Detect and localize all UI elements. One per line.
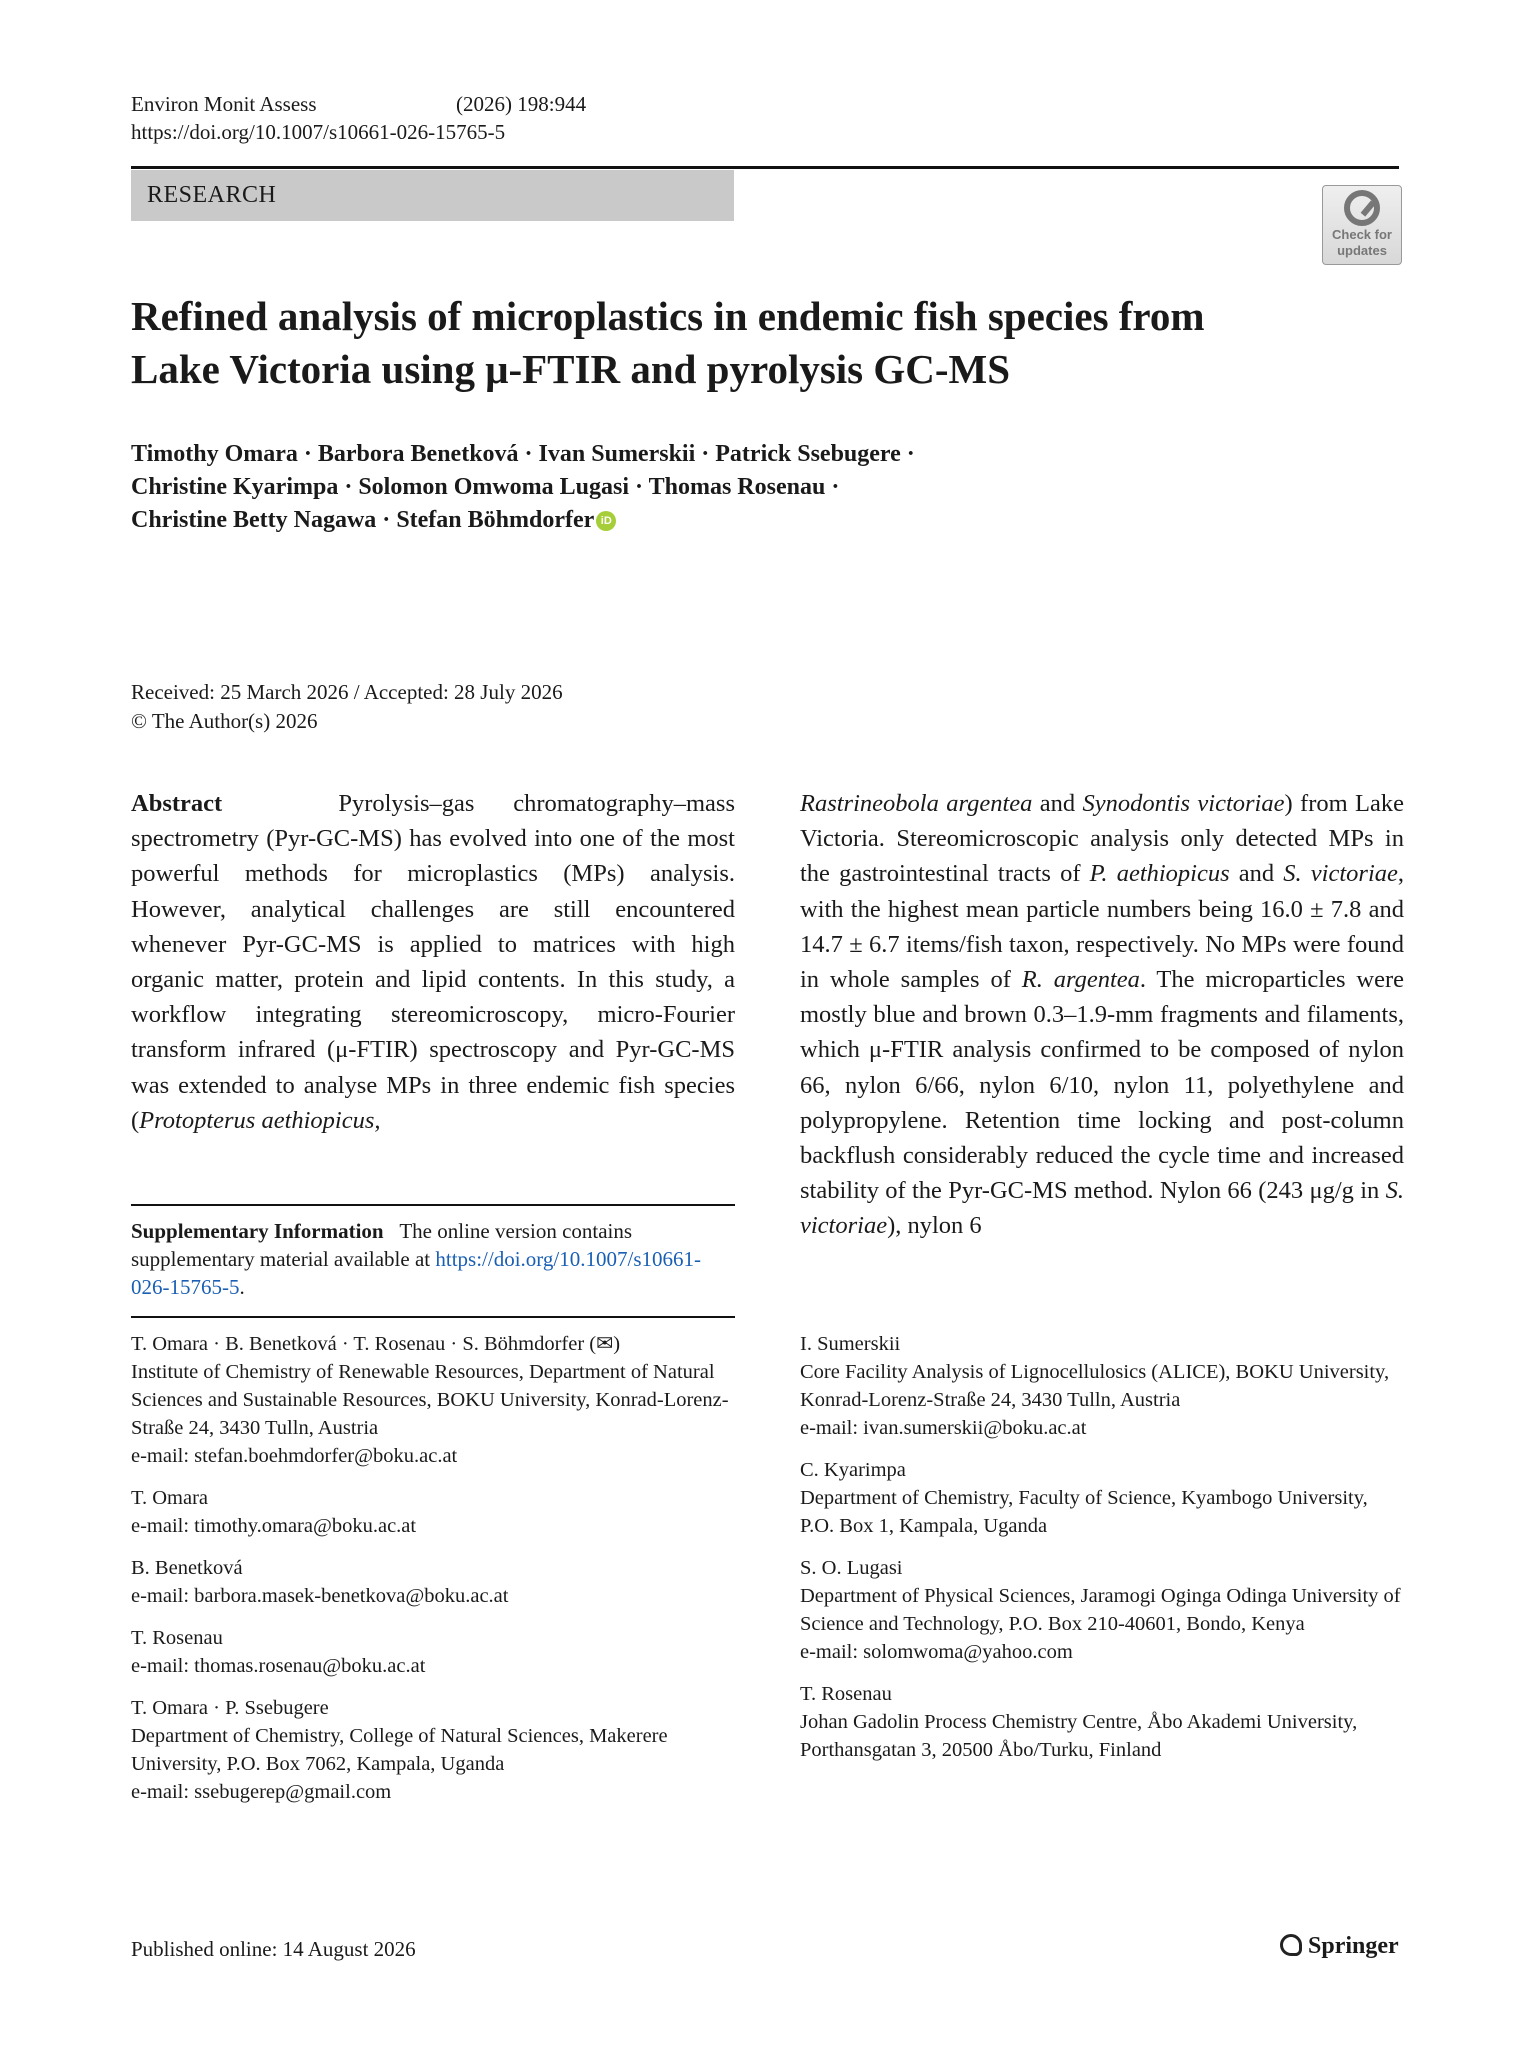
springer-horse-icon	[1280, 1934, 1302, 1956]
abstract-right-column	[800, 786, 1404, 1244]
abstract-text: ) from Lake Victoria. Stereomicroscopic analysis only detected MPs in the gastrointestinal tracts of	[800, 790, 1404, 888]
species-name: Rastrineobola argentea	[800, 790, 1033, 817]
species-name: Synodontis victoriae	[1082, 790, 1285, 817]
affiliation-block	[131, 1694, 735, 1806]
article-dates	[131, 678, 563, 736]
author-list	[131, 438, 1131, 537]
publisher-name: Springer	[1308, 1933, 1399, 1959]
supplementary-rule-bottom	[131, 1316, 735, 1318]
affiliation-email[interactable]: e-mail: barbora.masek-benetkova@boku.ac.at	[131, 1585, 509, 1607]
journal-volume: (2026) 198:944	[456, 92, 587, 116]
article-title: Refined analysis of microplastics in endemic fish species from Lake Victoria using μ-FTIR and pyrolysis GC-MS	[131, 293, 1205, 392]
supplementary-end: .	[239, 1275, 245, 1299]
published-online: Published online: 14 August 2026	[131, 1937, 416, 1961]
authors-line-3: Christine Betty Nagawa · Stefan Böhmdorfer	[131, 507, 595, 533]
affiliation-names: T. Omara	[131, 1487, 209, 1509]
affiliation-block	[131, 1330, 735, 1470]
affiliation-email[interactable]: e-mail: ivan.sumerskii@boku.ac.at	[800, 1417, 1087, 1439]
abstract-left-column	[131, 786, 735, 1138]
journal-header	[131, 90, 587, 146]
affiliation-names: T. Omara · P. Ssebugere	[131, 1697, 329, 1719]
affiliation-names: T. Rosenau	[131, 1627, 223, 1649]
abstract-text: and	[1229, 860, 1284, 888]
supplementary-info	[131, 1217, 735, 1301]
abstract-text: , with the highest mean particle numbers being 16.0 ± 7.8 and 14.7 ± 6.7 items/fish taxon, respectively. No MPs were found in whole samples of	[800, 860, 1405, 994]
supplementary-link[interactable]: https://doi.org/10.1007/s10661-026-15765-5	[131, 1247, 702, 1299]
affiliation-names: T. Omara · B. Benetková · T. Rosenau · S. Böhmdorfer (✉)	[131, 1333, 621, 1355]
affiliations-left	[131, 1330, 735, 1820]
species-name: P. aethiopicus	[1089, 860, 1230, 888]
affiliation-names: S. O. Lugasi	[800, 1557, 903, 1579]
affiliation-email[interactable]: e-mail: timothy.omara@boku.ac.at	[131, 1515, 417, 1537]
affiliation-email[interactable]: e-mail: solomwoma@yahoo.com	[800, 1641, 1073, 1663]
article-doi[interactable]: https://doi.org/10.1007/s10661-026-15765-5	[131, 120, 506, 144]
affiliation-email[interactable]: e-mail: ssebugerep@gmail.com	[131, 1781, 392, 1803]
copyright: © The Author(s) 2026	[131, 709, 318, 733]
affiliation-address: Department of Chemistry, Faculty of Science, Kyambogo University, P.O. Box 1, Kampala, Uganda	[800, 1487, 1368, 1537]
authors-line-1: Timothy Omara · Barbora Benetková · Ivan Sumerskii · Patrick Ssebugere ·	[131, 441, 915, 467]
supplementary-text: The online version contains supplementary material available at	[131, 1219, 633, 1271]
affiliation-email[interactable]: e-mail: stefan.boehmdorfer@boku.ac.at	[131, 1445, 458, 1467]
supplementary-rule-top	[131, 1204, 735, 1206]
affiliation-email[interactable]: e-mail: thomas.rosenau@boku.ac.at	[131, 1655, 426, 1677]
received-accepted: Received: 25 March 2026 / Accepted: 28 July 2026	[131, 680, 563, 704]
orcid-icon[interactable]: iD	[596, 511, 616, 531]
affiliation-block	[800, 1680, 1404, 1764]
affiliation-block	[800, 1330, 1404, 1442]
species-name: R. argentea	[1021, 966, 1140, 994]
affiliation-names: I. Sumerskii	[800, 1333, 901, 1355]
supplementary-heading: Supplementary Information	[131, 1219, 384, 1243]
abstract-text-1: Pyrolysis–gas chromatography–mass spectrometry (Pyr-GC-MS) has evolved into one of the most powerful methods for microplastics (MPs) analysis. However, analytical challenges are still encountered whenever Pyr-GC-MS is applied to matrices with high organic matter, protein and lipid contents. In this study, a workflow integrating stereomicroscopy, micro-Fourier transform infrared (μ-FTIR) spectroscopy and Pyr-GC-MS was extended to analyse MPs in three endemic fish species (	[131, 790, 735, 1134]
article-type-banner: RESEARCH	[131, 170, 734, 221]
affiliations-right	[800, 1330, 1404, 1778]
badge-line-1: Check for	[1332, 227, 1392, 242]
affiliation-address: Core Facility Analysis of Lignocellulosics (ALICE), BOKU University, Konrad-Lorenz-Straße 24, 3430 Tulln, Austria	[800, 1361, 1390, 1411]
check-for-updates-icon	[1344, 190, 1380, 226]
authors-line-2: Christine Kyarimpa · Solomon Omwoma Lugasi · Thomas Rosenau ·	[131, 474, 840, 500]
affiliation-names: C. Kyarimpa	[800, 1459, 906, 1481]
affiliation-names: B. Benetková	[131, 1557, 243, 1579]
affiliation-block	[131, 1484, 735, 1540]
check-for-updates-badge[interactable]	[1322, 185, 1402, 265]
species-name: S. victoriae	[800, 1177, 1404, 1240]
abstract-heading: Abstract	[131, 790, 223, 817]
abstract-text: . The microparticles were mostly blue and brown 0.3–1.9-mm fragments and filaments, which μ-FTIR analysis confirmed to be composed of nylon 66, nylon 6/66, nylon 6/10, nylon 11, polyethylene and polypropylene. Retention time locking and post-column backflush considerably reduced the cycle time and increased stability of the Pyr-GC-MS method. Nylon 66 (243 μg/g in	[800, 966, 1404, 1205]
journal-name: Environ Monit Assess	[131, 92, 317, 116]
abstract-text: ), nylon 6	[887, 1212, 982, 1240]
badge-line-2: updates	[1337, 243, 1387, 258]
affiliation-address: Department of Chemistry, College of Natural Sciences, Makerere University, P.O. Box 7062, Kampala, Uganda	[131, 1725, 668, 1775]
publisher-logo	[1280, 1930, 1399, 1962]
affiliation-block	[800, 1456, 1404, 1540]
species-name: Protopterus aethiopicus,	[139, 1106, 381, 1134]
species-name: S. victoriae	[1283, 860, 1398, 888]
top-rule	[131, 166, 1399, 169]
affiliation-block	[131, 1554, 735, 1610]
affiliation-names: T. Rosenau	[800, 1683, 892, 1705]
affiliation-address: Institute of Chemistry of Renewable Resources, Department of Natural Sciences and Sustainable Resources, BOKU University, Konrad-Lorenz-Straße 24, 3430 Tulln, Austria	[131, 1361, 729, 1439]
affiliation-block	[131, 1624, 735, 1680]
affiliation-block	[800, 1554, 1404, 1666]
affiliation-address: Johan Gadolin Process Chemistry Centre, Åbo Akademi University, Porthansgatan 3, 20500 Åbo/Turku, Finland	[800, 1711, 1358, 1761]
abstract-text: and	[1032, 790, 1083, 817]
affiliation-address: Department of Physical Sciences, Jaramogi Oginga Odinga University of Science and Technology, P.O. Box 210-40601, Bondo, Kenya	[800, 1585, 1401, 1635]
